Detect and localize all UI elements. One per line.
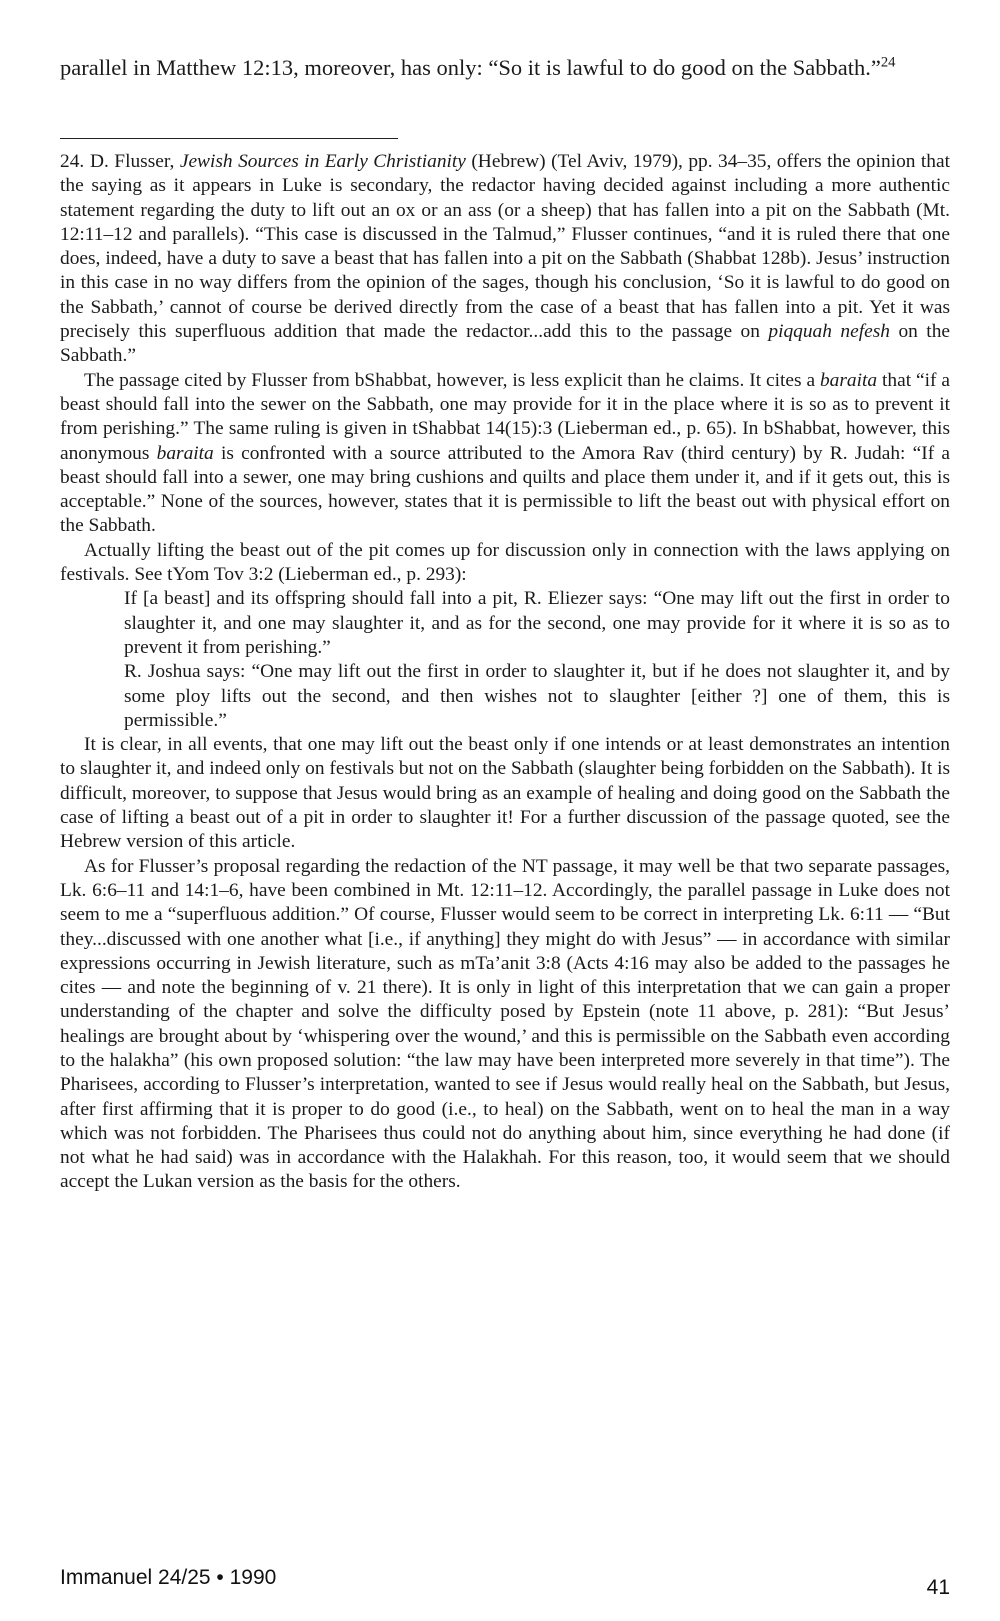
hebrew-term: baraita [819, 369, 878, 391]
quote-paragraph-eliezer: If [a beast] and its offspring should fall into a pit, R. Eliezer says: “One may lift out the first in order to slaughter it, and one may slaughter it, and as for the second, one may provide for it where it is so as to prevent it from perishing.” [124, 588, 950, 658]
hebrew-term: piqquah nefesh [768, 321, 890, 343]
quote-paragraph-joshua: R. Joshua says: “One may lift out the first in order to slaughter it, but if he does not slaughter it, and by some ploy lifts out the second, and then wishes not to slaughter [either ?] one of them, this is permissible.” [124, 661, 950, 731]
footnote-number: 24. [60, 151, 85, 172]
body-text-continuation [60, 54, 950, 81]
footnote-paragraph-4: It is clear, in all events, that one may lift out the beast only if one intends or at least demonstrates an intention to slaughter it, and indeed only on festivals but not on the Sabbath (slaughter being forbidden on the Sabbath). It is difficult, moreover, to suppose that Jesus would bring as an example of healing and doing good on the Sabbath the case of lifting a beast out of a pit in order to slaughter it! For a further discussion of the passage quoted, see the Hebrew version of this article. [60, 734, 950, 853]
footnote-paragraph-3: Actually lifting the beast out of the pit comes up for discussion only in connection with the laws applying on festivals. See tYom Tov 3:2 (Lieberman ed., p. 293): [60, 539, 950, 586]
footnote-paragraph-5: As for Flusser’s proposal regarding the redaction of the NT passage, it may well be that two separate passages, Lk. 6:6–11 and 14:1–6, have been combined in Mt. 12:11–12. Accordingly, the parallel passage in Luke does not seem to me a “superfluous addition.” Of course, Flusser would seem to be correct in interpreting Lk. 6:11 — “But they...discussed with one another what [i.e., if anything] they might do with Jesus” — in accordance with similar expressions occurring in Jewish literature, such as mTa’anit 3:8 (Acts 4:16 may also be added to the passages he cites — and note the beginning of v. 21 there). It is only in light of this interpretation that we can gain a proper understanding of the chapter and solve the difficulty posed by Epstein (note 11 above, p. 281): “But Jesus’ healings are brought about by ‘whispering over the wound,’ and this is permissible on the Sabbath even according to the halakha” (his own proposed solution: “the law may have been interpreted more severely in that time”). The Pharisees, according to Flusser’s interpretation, wanted to see if Jesus would really heal on the Sabbath, but Jesus, after first affirming that it is proper to do good (i.e., to heal) on the Sabbath, went on to heal the man in a way which was not forbidden. The Pharisees thus could not do anything about him, since everything he had done (if not what he had said) was in accordance with the Halakhah. For this reason, too, it would seem that we should accept the Lukan version as the basis for the others. [60, 855, 950, 1193]
journal-citation: Immanuel 24/25 • 1990 [60, 1566, 277, 1589]
page-number: 41 [926, 1576, 950, 1599]
hebrew-term: baraita [156, 442, 214, 464]
footnote-reference: 24 [880, 54, 896, 71]
block-quote [124, 587, 950, 733]
book-title: Jewish Sources in Early Christianity [179, 151, 466, 172]
body-text: parallel in Matthew 12:13, moreover, has only: “So it is lawful to do good on the Sabbath.” [60, 55, 881, 80]
footnote-paragraph-2: The passage cited by Flusser from bShabbat, however, is less explicit than he claims. It cites a baraita that “if a beast should fall into the sewer on the Sabbath, one may provide for it in the place where it is so as to prevent it from perishing.” The same ruling is given in tShabbat 14(15):3 (Lieberman ed., p. 65). In bShabbat, however, this anonymous baraita is confronted with a source attributed to the Amora Rav (third century) by R. Judah: “If a beast should fall into a sewer, one may bring cushions and quilts and place them under it, and if it gets out, this is acceptable.” None of the sources, however, states that it is permissible to lift the beast out with physical effort on the Sabbath. [60, 369, 950, 537]
footnote-paragraph-1: 24. D. Flusser, Jewish Sources in Early Christianity (Hebrew) (Tel Aviv, 1979), pp. 34–35, offers the opinion that the saying as it appears in Luke is secondary, the redactor having decided against including a more authentic statement regarding the duty to lift out an ox or an ass (or a sheep) that has fallen into a pit on the Sabbath (Mt. 12:11–12 and parallels). “This case is discussed in the Talmud,” Flusser continues, “and it is ruled there that one does, indeed, have a duty to save a beast that has fallen into a pit on the Sabbath (Shabbat 128b). Jesus’ instruction in this case in no way differs from the opinion of the sages, though his conclusion, ‘So it is lawful to do good on the Sabbath,’ cannot of course be derived directly from the case of a beast that has fallen into a pit. Yet it was precisely this superfluous addition that made the redactor...add this to the passage on piqquah nefesh on the Sabbath.” [60, 151, 950, 367]
footnote-24 [60, 150, 950, 1195]
footnote-divider [60, 138, 398, 139]
